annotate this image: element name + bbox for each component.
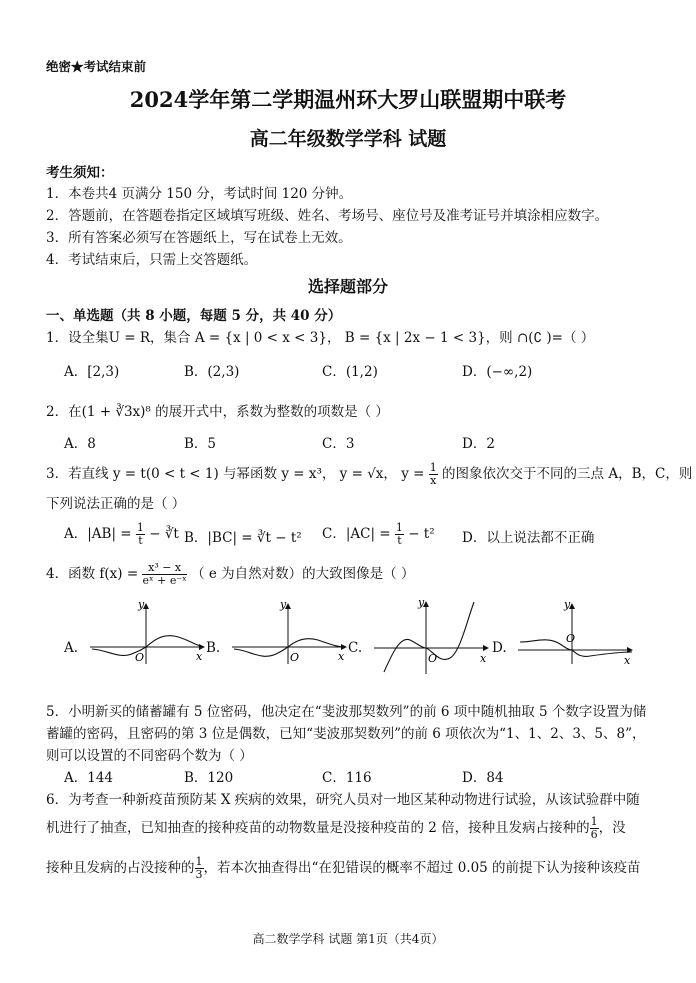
q3-stem-line2: 下列说法正确的是（ ） — [46, 496, 186, 512]
notice-item: 3．所有答案必须写在答题纸上，写在试卷上无效。 — [46, 230, 352, 246]
q6-line-3 — [46, 856, 641, 881]
q3-frac-num: 1 — [429, 461, 437, 474]
q4-graph-a — [86, 598, 210, 668]
q3-option-d: D．以上说法都不正确 — [462, 530, 595, 546]
exam-title: 2024学年第二学期温州环大罗山联盟期中联考 — [129, 87, 567, 112]
q3-opt-a-frac-den: t — [138, 534, 143, 547]
q6-fraction-1 — [590, 816, 599, 841]
q3-option-a-fraction — [136, 522, 145, 547]
q4-graph-d — [514, 598, 638, 668]
q2-option-d: D．2 — [462, 436, 495, 452]
q2-option-c: C．3 — [322, 436, 355, 452]
q1-stem: 1．设全集U = R，集合 A = {x | 0 < x < 3}， B = {x | 2x − 1 < 3}，则 ∩(∁ )=（ ） — [46, 330, 595, 346]
graph-d-y-label: y — [564, 598, 571, 611]
graph-b-origin: O — [290, 651, 300, 664]
q2-stem: 2．在(1 + ∛3x)⁸ 的展开式中，系数为整数的项数是（ ） — [46, 404, 389, 420]
q3-option-c-tail: − t² — [408, 526, 435, 542]
q6-fraction-2 — [195, 856, 204, 881]
q4-fraction — [142, 562, 186, 587]
q3-option-c-label: C．|AC| = — [322, 526, 391, 542]
q5-line-3: 则可以设置的不同密码个数为（ ） — [46, 748, 253, 764]
q1-option-a: A．[2,3) — [64, 364, 120, 380]
q3-option-b: B．|BC| = ∛t − t² — [184, 530, 302, 546]
q4-option-a: A. — [64, 640, 79, 656]
graph-c-y-label: y — [418, 596, 425, 609]
secret-mark: 绝密★考试结束前 — [46, 59, 147, 74]
q4-stem-part-b: （ e 为自然对数）的大致图像是（ ） — [191, 566, 415, 582]
q5-line-1: 5．小明新买的储蓄罐有 5 位密码，他决定在“斐波那契数列”的前 6 项中随机抽取 5 个数字设置为储 — [46, 704, 647, 720]
graph-c-x-label: x — [480, 652, 487, 665]
q6-line-3-part-a: 接种且发病的占没接种的 — [46, 860, 195, 876]
q3-option-a — [64, 522, 179, 547]
graph-d-x-label: x — [624, 654, 631, 667]
q1-option-b: B．(2,3) — [184, 364, 240, 380]
q5-line-2: 蓄罐的密码，且密码的第 3 位是偶数，已知“斐波那契数列”的前 6 项依次为“1、1、2、3、5、8”， — [46, 726, 646, 742]
graph-b-y-label: y — [280, 598, 287, 611]
q6-line-1: 6．为考查一种新疫苗预防某 X 疾病的效果，研究人员对一地区某种动物进行试验，从该试验群中随 — [46, 792, 640, 808]
q6-frac2-num: 1 — [195, 855, 203, 868]
q3-stem-part-b: 的图象依次交于不同的三点 A，B，C，则 — [442, 466, 693, 482]
q4-option-d: D. — [492, 640, 507, 656]
part-heading: 一、单选题（共 8 小题，每题 5 分，共 40 分） — [46, 308, 342, 324]
graph-a-x-label: x — [196, 650, 203, 663]
q6-frac1-num: 1 — [590, 815, 598, 828]
q2-option-b: B．5 — [184, 436, 217, 452]
graph-c-origin: O — [428, 652, 438, 665]
graph-b-x-label: x — [338, 650, 345, 663]
q5-option-c: C．116 — [322, 770, 372, 786]
graph-a-origin: O — [135, 651, 145, 664]
q4-option-c: C. — [348, 640, 363, 656]
q5-option-b: B．120 — [184, 770, 234, 786]
q3-opt-c-frac-den: t — [397, 534, 402, 547]
q4-graph-b — [228, 598, 352, 668]
q3-option-c — [322, 522, 435, 547]
q3-fraction — [429, 462, 438, 487]
q6-frac1-den: 6 — [590, 828, 598, 841]
q5-option-a: A．144 — [64, 770, 114, 786]
exam-subtitle: 高二年级数学学科 试题 — [249, 128, 447, 150]
q3-option-c-fraction — [395, 522, 404, 547]
q4-graph-c — [370, 596, 494, 676]
notice-item: 2．答题前，在答题卷指定区域填写班级、姓名、考场号、座位号及准考证号并填涂相应数字。 — [46, 208, 609, 224]
page-footer: 高二数学学科 试题 第1页（共4页） — [252, 932, 444, 946]
notice-heading: 考生须知： — [46, 165, 114, 181]
q6-line-3-part-b: ，若本次抽查得出“在犯错误的概率不超过 0.05 的前提下认为接种该疫苗 — [203, 860, 641, 876]
q4-stem — [46, 562, 414, 587]
q6-line-2-part-a: 机进行了抽查，已知抽查的接种疫苗的动物数量是没接种疫苗的 2 倍，接种且发病占接种的 — [46, 820, 590, 836]
q4-frac-den: eˣ + e⁻ˣ — [142, 574, 187, 587]
graph-d-origin: O — [566, 632, 576, 645]
q2-option-a: A．8 — [64, 436, 96, 452]
q4-stem-part-a: 4．函数 f(x) = — [46, 566, 139, 582]
q3-opt-a-frac-num: 1 — [136, 521, 144, 534]
notice-item: 1．本卷共4 页满分 150 分，考试时间 120 分钟。 — [46, 186, 353, 202]
q4-frac-num: x³ − x — [142, 562, 186, 575]
q6-frac2-den: 3 — [195, 868, 203, 881]
q5-option-d: D．84 — [462, 770, 504, 786]
q3-frac-den: x — [430, 474, 437, 487]
q3-opt-c-frac-num: 1 — [395, 521, 403, 534]
q3-option-a-tail: − ∛t — [149, 526, 179, 542]
q4-option-b: B. — [206, 640, 221, 656]
q6-line-2 — [46, 816, 626, 841]
q3-stem — [46, 462, 692, 487]
q6-line-2-part-b: ，没 — [598, 820, 626, 836]
q1-option-d: D．(−∞,2) — [462, 364, 533, 380]
graph-a-y-label: y — [138, 598, 145, 611]
q3-stem-part-a: 3．若直线 y = t(0 < t < 1) 与幂函数 y = x³， y = √x， y = — [46, 466, 425, 482]
notice-item: 4．考试结束后，只需上交答题纸。 — [46, 252, 258, 268]
q3-option-a-label: A．|AB| = — [64, 526, 132, 542]
section-title: 选择题部分 — [307, 277, 388, 296]
q1-option-c: C．(1,2) — [322, 364, 378, 380]
